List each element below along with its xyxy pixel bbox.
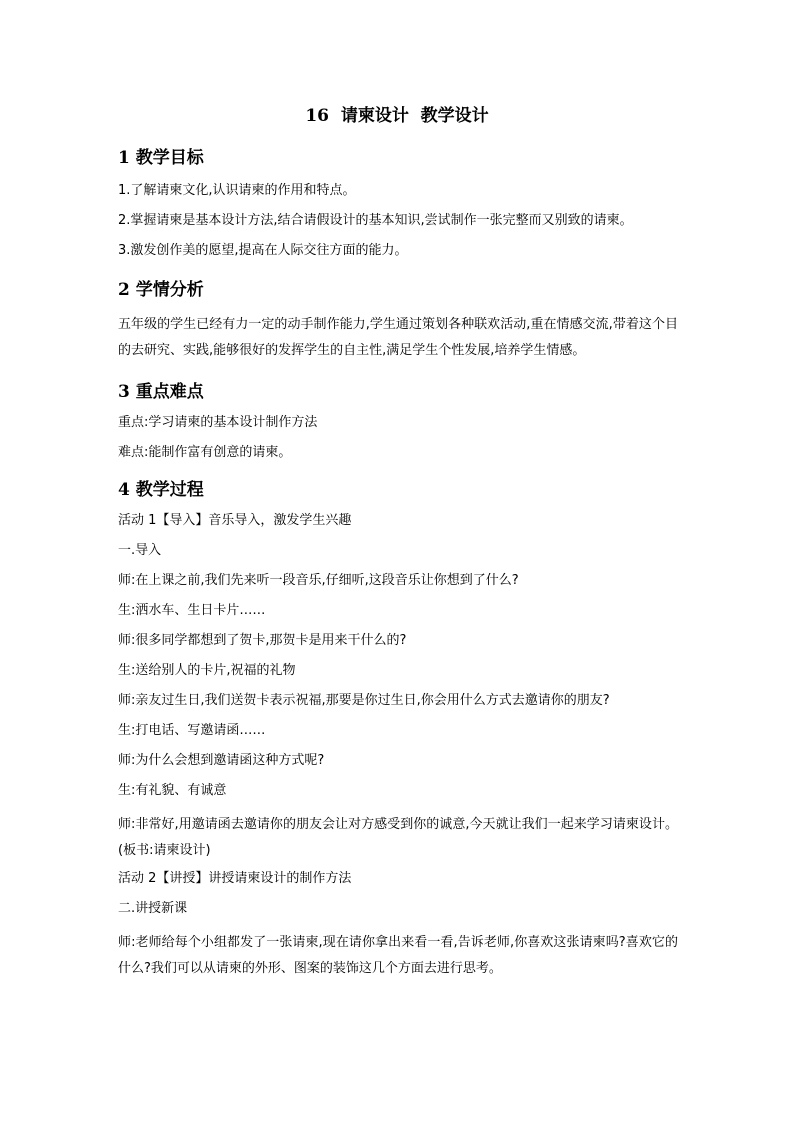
analysis-paragraph: 五年级的学生已经有力一定的动手制作能力,学生通过策划各种联欢活动,重在情感交流,带着这个目的去研究、实践,能够很好的发挥学生的自主性,满足学生个性发展,培养学生情感。 <box>118 317 678 358</box>
process-line: 一.导入 <box>118 543 162 558</box>
process-line: 活动 1【导入】音乐导入，激发学生兴趣 <box>118 513 352 528</box>
process-line: 生:有礼貌、有诚意 <box>118 783 227 798</box>
goal-item-2: 2.掌握请柬是基本设计方法,结合请假设计的基本知识,尝试制作一张完整而又别致的请柬。 <box>118 213 633 228</box>
goal-item-1: 1.了解请柬文化,认识请柬的作用和特点。 <box>118 183 356 198</box>
process-line: 生:洒水车、生日卡片…… <box>118 603 266 618</box>
process-line: 师:为什么会想到邀请函这种方式呢? <box>118 753 325 768</box>
section-heading-goals: 1 教学目标 <box>118 148 204 168</box>
document-title: 16 请柬设计 教学设计 <box>305 106 489 126</box>
document-body <box>118 146 678 982</box>
process-line: 师:亲友过生日,我们送贺卡表示祝福,那要是你过生日,你会用什么方式去邀请你的朋友? <box>118 693 610 708</box>
section-heading-process: 4 教学过程 <box>118 480 204 500</box>
section-heading-analysis: 2 学情分析 <box>118 280 204 300</box>
difficult-point: 难点:能制作富有创意的请柬。 <box>118 445 292 460</box>
key-point: 重点:学习请柬的基本设计制作方法 <box>118 415 318 430</box>
process-line: 师:非常好,用邀请函去邀请你的朋友会让对方感受到你的诚意,今天就让我们一起来学习请柬设计。(板书:请柬设计) <box>118 817 678 858</box>
goal-item-3: 3.激发创作美的愿望,提高在人际交往方面的能力。 <box>118 243 408 258</box>
process-line: 师:在上课之前,我们先来听一段音乐,仔细听,这段音乐让你想到了什么? <box>118 573 519 588</box>
process-line: 师:很多同学都想到了贺卡,那贺卡是用来干什么的? <box>118 633 407 648</box>
process-line: 生:送给别人的卡片,祝福的礼物 <box>118 663 296 678</box>
process-line: 生:打电话、写邀请函…… <box>118 723 266 738</box>
process-line: 活动 2【讲授】讲授请柬设计的制作方法 <box>118 871 352 886</box>
process-line: 二.讲授新课 <box>118 901 188 916</box>
section-heading-keypoints: 3 重点难点 <box>118 382 204 402</box>
process-line: 师:老师给每个小组都发了一张请柬,现在请你拿出来看一看,告诉老师,你喜欢这张请柬吗?喜欢它的什么?我们可以从请柬的外形、图案的装饰这几个方面去进行思考。 <box>118 935 678 976</box>
